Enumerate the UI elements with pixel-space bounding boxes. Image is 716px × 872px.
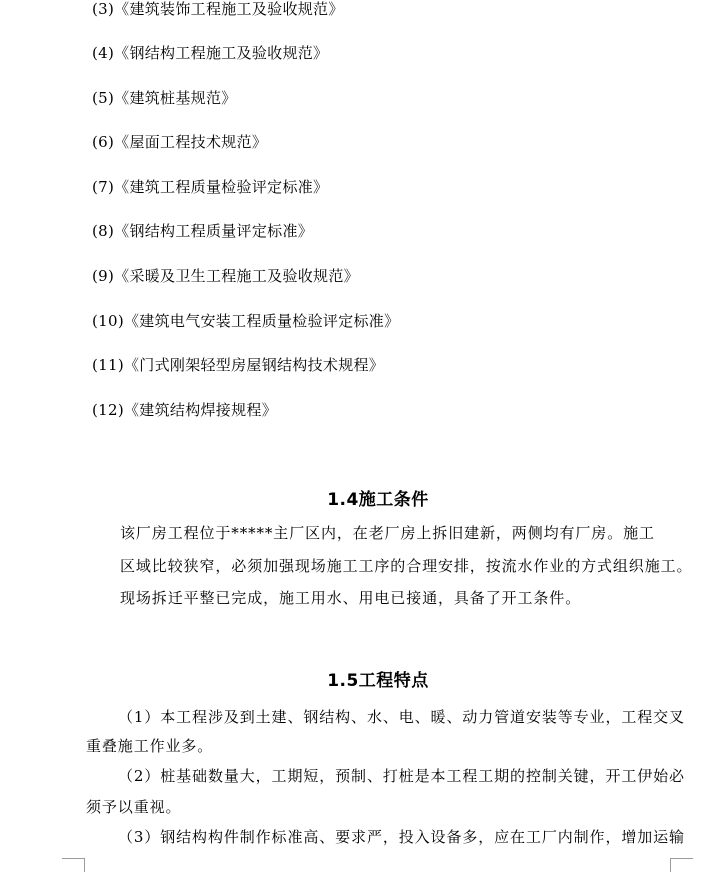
- page-corner-mark-left: [62, 858, 85, 872]
- reference-item: (5)《建筑桩基规范》: [92, 89, 237, 107]
- paragraph-line: 现场拆迁平整已完成，施工用水、用电已接通，具备了开工条件。: [120, 589, 582, 607]
- paragraph-line: （3）钢结构构件制作标准高、要求严，投入设备多，应在工厂内制作，增加运输: [118, 828, 685, 846]
- reference-item: (8)《钢结构工程质量评定标准》: [92, 222, 314, 240]
- paragraph-line: 须予以重视。: [86, 798, 182, 816]
- reference-item: (12)《建筑结构焊接规程》: [92, 401, 277, 419]
- paragraph-line: 区域比较狭窄，必须加强现场施工工序的合理安排，按流水作业的方式组织施工。: [120, 557, 693, 575]
- reference-item: (9)《采暖及卫生工程施工及验收规范》: [92, 267, 359, 285]
- paragraph-line: 重叠施工作业多。: [86, 737, 214, 755]
- paragraph-line: （1）本工程涉及到土建、钢结构、水、电、暖、动力管道安装等专业，工程交叉: [118, 708, 685, 726]
- reference-item: (7)《建筑工程质量检验评定标准》: [92, 178, 329, 196]
- section-heading-construction-conditions: 1.4施工条件: [327, 490, 429, 510]
- section-heading-project-features: 1.5工程特点: [327, 671, 429, 691]
- reference-item: (3)《建筑装饰工程施工及验收规范》: [92, 0, 344, 18]
- page-corner-mark-right: [670, 858, 693, 872]
- reference-item: (10)《建筑电气安装工程质量检验评定标准》: [92, 312, 400, 330]
- reference-item: (11)《门式刚架轻型房屋钢结构技术规程》: [92, 356, 385, 374]
- paragraph-line: 该厂房工程位于*****主厂区内，在老厂房上拆旧建新，两侧均有厂房。施工: [120, 524, 655, 542]
- paragraph-line: （2）桩基础数量大，工期短，预制、打桩是本工程工期的控制关键，开工伊始必: [118, 767, 685, 785]
- reference-item: (6)《屋面工程技术规范》: [92, 133, 268, 151]
- reference-item: (4)《钢结构工程施工及验收规范》: [92, 44, 329, 62]
